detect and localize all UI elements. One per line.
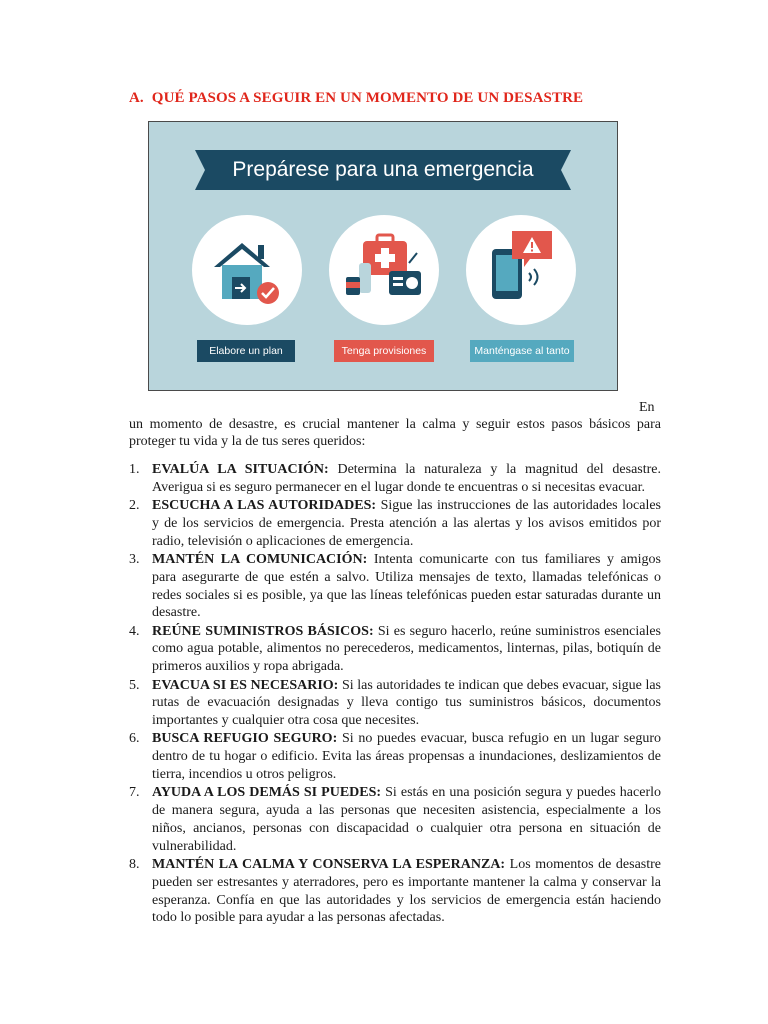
label-make-plan: Elabore un plan — [197, 340, 295, 362]
stay-informed-circle — [466, 215, 576, 325]
list-item — [129, 677, 661, 730]
emergency-infographic — [148, 121, 618, 391]
step-title: AYUDA A LOS DEMÁS SI PUEDES: — [152, 785, 382, 801]
step-number: 4. — [129, 623, 140, 639]
infographic-banner — [195, 150, 571, 190]
list-item — [129, 551, 661, 622]
plan-circle — [192, 215, 302, 325]
list-item — [129, 461, 661, 497]
list-item — [129, 623, 661, 676]
step-body: Intenta comunicarte con tus familiares y amigos para asegurarte de que estén a salvo. Utiliza mensajes de texto, llamadas telefónicas o redes sociales si es posible, ya que las líneas telefónicas pueden estar saturadas durante un desastre. — [152, 551, 661, 621]
step-body: Sigue las instrucciones de las autoridades locales y de los servicios de emergencia. Presta atención a las alertas y los avisos emitidos por radio, televisión o aplicaciones de emergencia. — [152, 498, 661, 549]
step-number: 2. — [129, 498, 140, 514]
step-title: EVALÚA LA SITUACIÓN: — [152, 462, 329, 477]
step-body: Si no puedes evacuar, busca refugio en un lugar seguro dentro de tu hogar o edificio. Evita las áreas propensas a inundaciones, deslizamientos de tierra, incendios u otros peligros. — [152, 731, 661, 783]
label-stay-informed: Manténgase al tanto — [470, 340, 574, 362]
step-title: MANTÉN LA CALMA Y CONSERVA LA ESPERANZA: — [152, 857, 506, 873]
step-number: 7. — [129, 785, 140, 801]
supplies-circle — [329, 215, 439, 325]
intro-first-word: En — [639, 400, 655, 415]
step-title: ESCUCHA A LAS AUTORIDADES: — [152, 498, 377, 514]
intro-paragraph: un momento de desastre, es crucial mantener la calma y seguir estos pasos básicos para proteger tu vida y la de tus seres queridos: — [129, 417, 661, 449]
step-number: 6. — [129, 731, 140, 747]
step-number: 5. — [129, 677, 140, 693]
list-item — [129, 856, 661, 927]
list-item — [129, 497, 661, 550]
step-title: MANTÉN LA COMUNICACIÓN: — [152, 551, 368, 567]
step-body: Los momentos de desastre pueden ser estresantes y aterradores, pero es importante mantener la calma y conservar la esperanza. Confía en que las autoridades y los servicios de emergencia están haciendo todo lo posible para ayudar a las personas afectadas. — [152, 857, 661, 926]
section-letter: A. — [129, 90, 144, 106]
step-body: Si las autoridades te indican que debes evacuar, sigue las rutas de evacuación designadas y lleva contigo tus suministros básicos, documentos importantes y cualquier otra cosa que necesites. — [152, 677, 661, 729]
step-body: Determina la naturaleza y la magnitud del desastre. Averigua si es seguro permanecer en el lugar donde te encuentras o si necesitas evacuar. — [152, 462, 662, 495]
list-item — [129, 784, 661, 855]
step-number: 8. — [129, 857, 140, 873]
section-title: QUÉ PASOS A SEGUIR EN UN MOMENTO DE UN DESASTRE — [151, 90, 584, 106]
banner-title: Prepárese para una emergencia — [232, 158, 534, 181]
label-supplies: Tenga provisiones — [334, 340, 434, 362]
step-body: Si es seguro hacerlo, reúne suministros esenciales como agua potable, alimentos no perecederos, medicamentos, linternas, pilas, botiquín de primeros auxilios y ropa abrigada. — [152, 623, 661, 675]
steps-list — [129, 461, 661, 928]
step-number: 1. — [129, 462, 140, 477]
step-title: BUSCA REFUGIO SEGURO: — [152, 731, 338, 747]
phone-alert-icon — [466, 215, 576, 325]
section-heading — [129, 90, 583, 107]
step-title: REÚNE SUMINISTROS BÁSICOS: — [152, 623, 374, 639]
step-number: 3. — [129, 551, 140, 567]
list-item — [129, 730, 661, 783]
house-plan-icon — [192, 215, 302, 325]
step-body: Si estás en una posición segura y puedes hacerlo de manera segura, ayuda a las personas que necesiten asistencia, especialmente a los niños, ancianos, personas con discapacidad o cualquier otra persona en situación de vulnerabilidad. — [152, 785, 661, 854]
supplies-icon — [329, 215, 439, 325]
step-title: EVACUA SI ES NECESARIO: — [152, 677, 339, 693]
